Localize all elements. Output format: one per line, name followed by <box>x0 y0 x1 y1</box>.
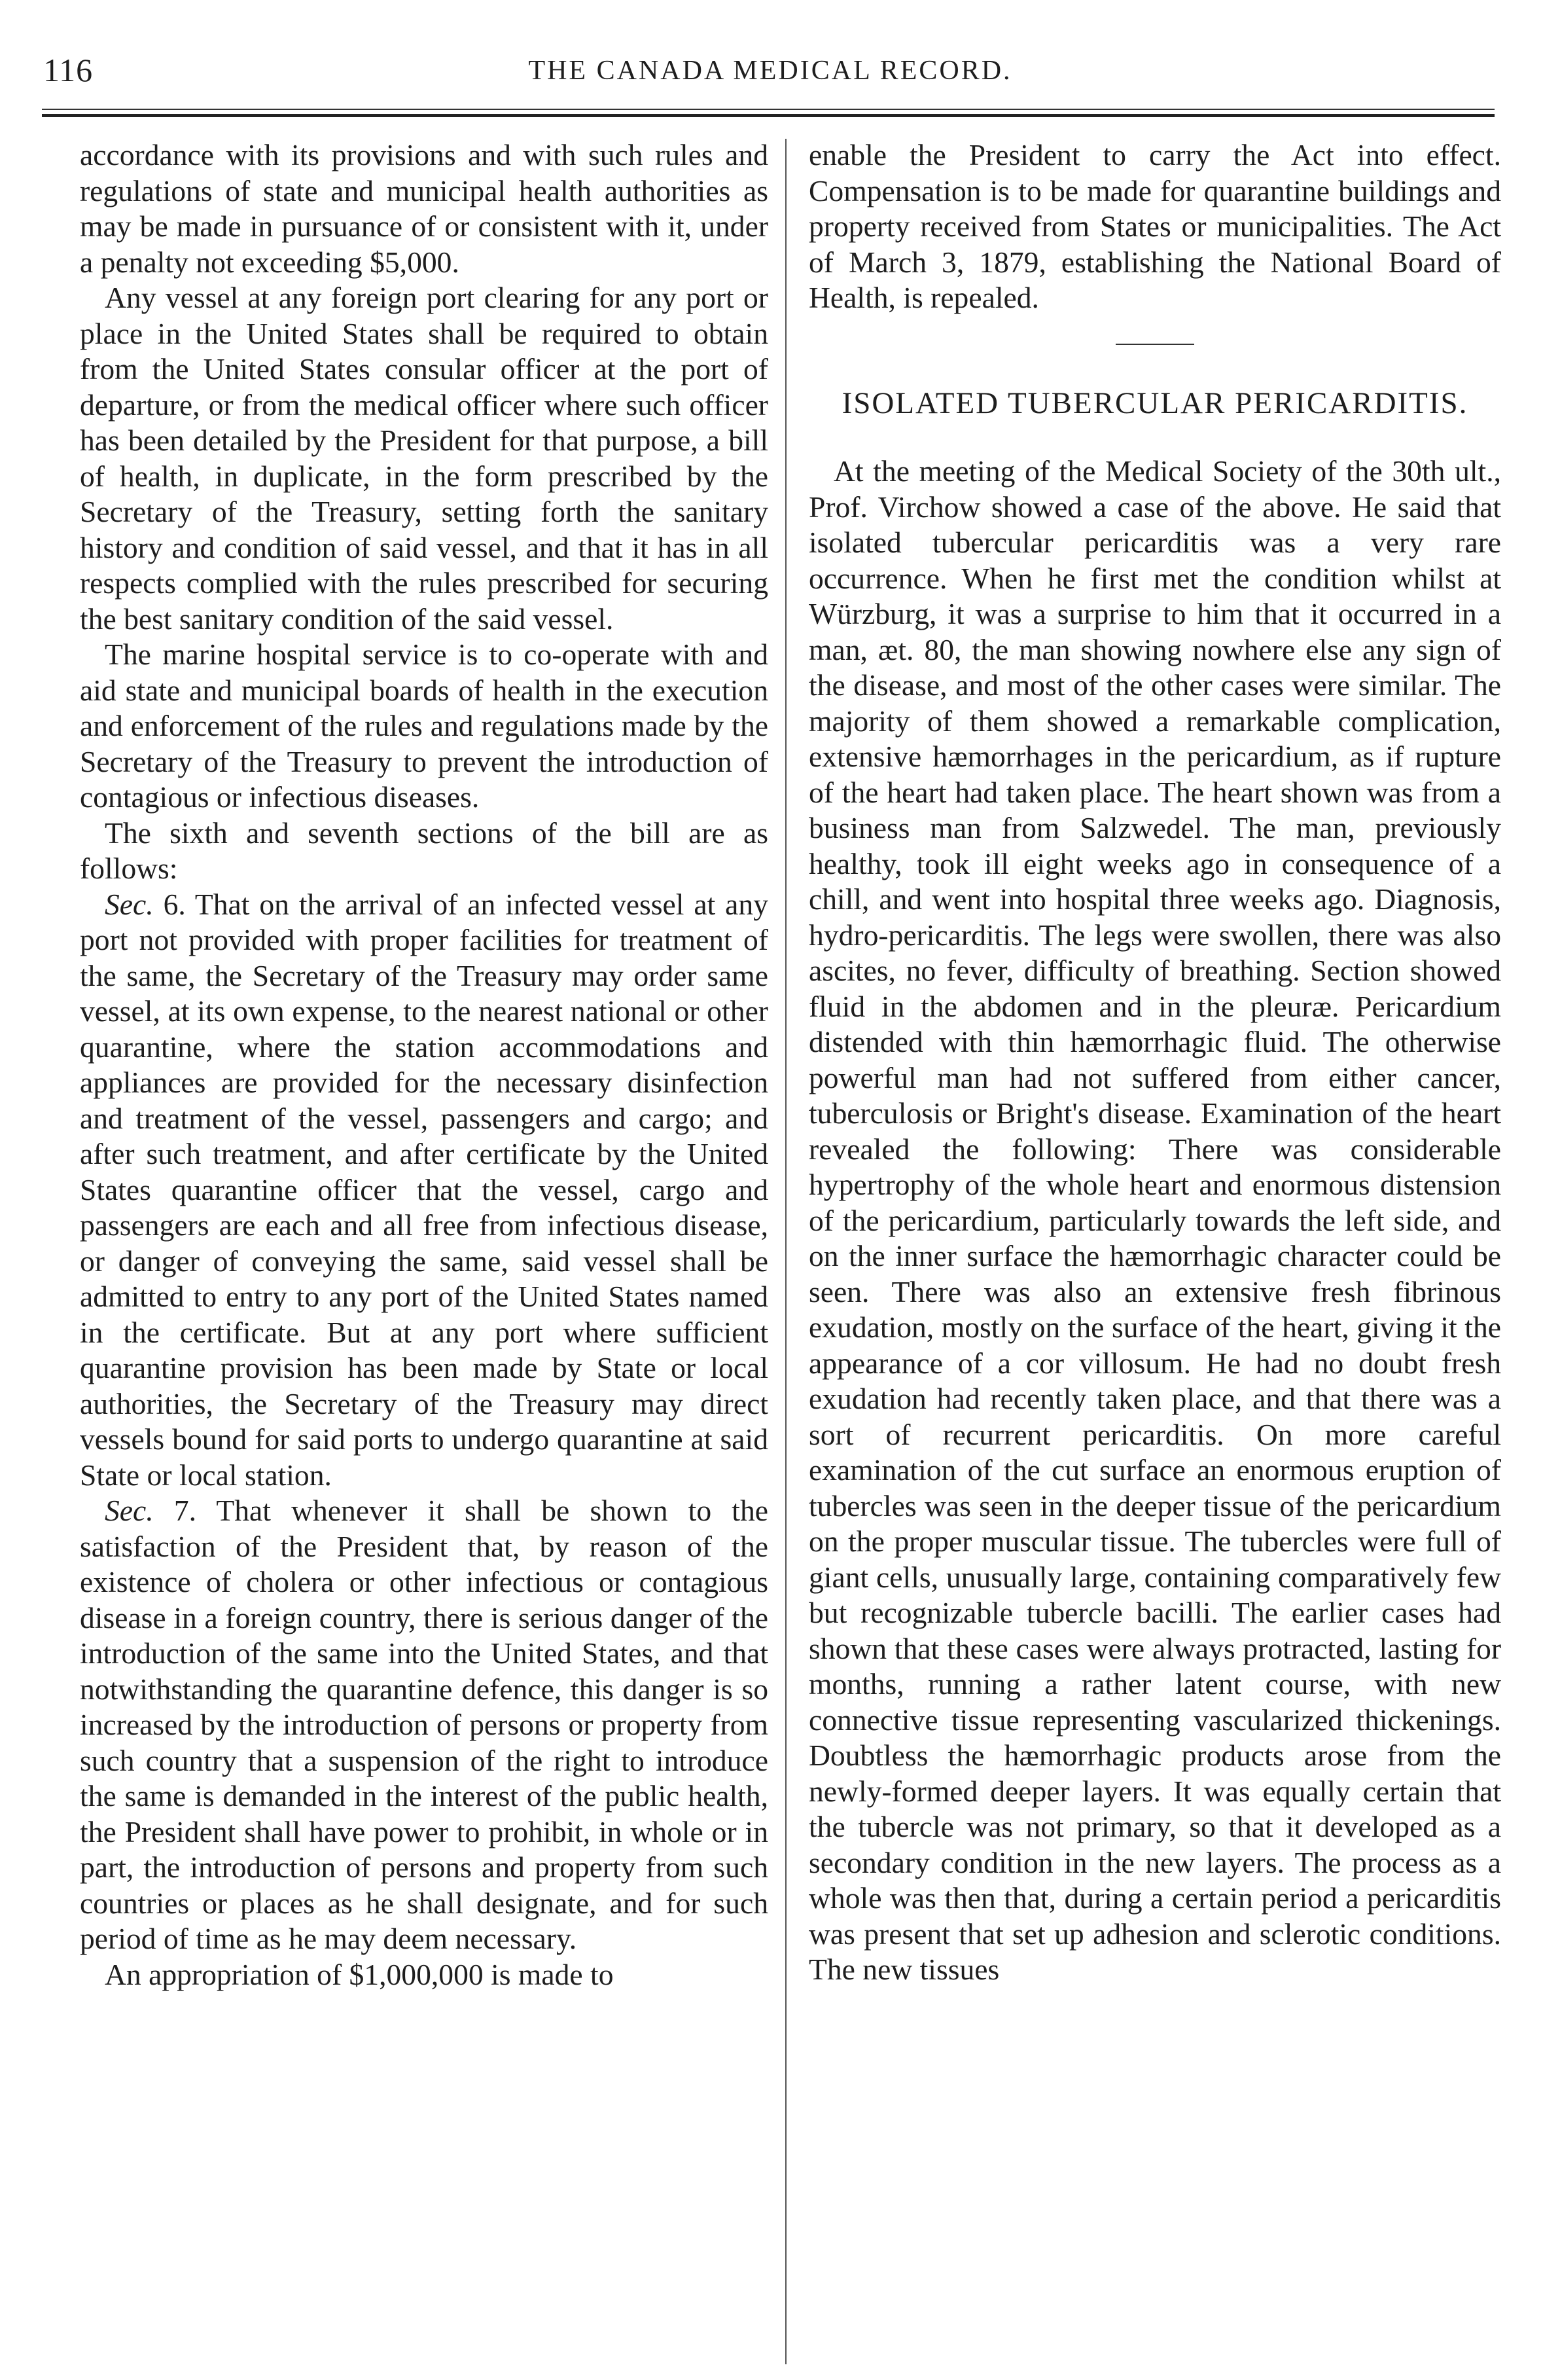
column-divider <box>785 139 787 2364</box>
paragraph-act-continuation: enable the President to carry the Act into effect. Compensation is to be made for quarantine buildings and property received from States or municipalities. The Act of March 3, 1879, establishing the National Board of Health, is repealed. <box>809 138 1501 314</box>
section-7-text: 7. That whenever it shall be shown to the satisfaction of the President that, by reason of the existence of cholera or other infectious or contagious disease in a foreign country, there is serious danger of the introduction of the same into the United States, and that notwithstanding the quarantine defence, this danger is so increased by the introduction of persons or property from such country that a suspension of the right to introduce the same is demanded in the interest of the public health, the President shall have power to prohibit, in whole or in part, the introduction of persons and property from such countries or places as he shall designate, and for such period of time as he may deem necessary. <box>80 1494 768 1955</box>
section-6-text: 6. That on the arrival of an infected vessel at any port not provided with proper facilities for treatment of the same, the Secretary of the Treasury may order same vessel, at its own expense, to the nearest national or other quarantine, where the station accommodations and appliances are provided for the necessary disinfection and treatment of the vessel, passengers and cargo; and after such treatment, and after certificate by the United States quarantine officer that the vessel, cargo and passengers are each and all free from infectious disease, or danger of conveying the same, said vessel shall be admitted to entry to any port of the United States named in the certificate. But at any port where sufficient quarantine provision has been made by State or local authorities, the Secretary of the Treasury may direct vessels bound for said ports to undergo quarantine at said State or local station. <box>80 887 768 1492</box>
page-header <box>41 51 1500 97</box>
paragraph-bill-of-health: Any vessel at any foreign port clearing for any port or place in the United States shall be required to obtain from the United States consular officer at the port of departure, or from the medical officer where such officer has been detailed by the President for that purpose, a bill of health, in duplicate, in the form prescribed by the Secretary of the Treasury, setting forth the sanitary history and condition of said vessel, and that it has in all respects complied with the rules prescribed for securing the best sanitary condition of the said vessel. <box>80 281 768 636</box>
section-7-label: Sec. <box>105 1494 154 1527</box>
section-separator <box>809 324 1501 360</box>
article-body: At the meeting of the Medical Society of the 30th ult., Prof. Virchow showed a case of the above. He said that isolated tubercular pericarditis was a very rare occurrence. When he first met the condition whilst at Würzburg, it was a surprise to him that it occurred in a man, æt. 80, the man showing nowhere else any sign of the disease, and most of the other cases were similar. The majority of them showed a remarkable complication, extensive hæmorrhages in the pericardium, as if rupture of the heart had taken place. The heart shown was from a business man from Salzwedel. The man, previously healthy, took ill eight weeks ago in consequence of a chill, and went into hospital three weeks ago. Diagnosis, hydro-pericarditis. The legs were swollen, there was also ascites, no fever, difficulty of breathing. Section showed fluid in the abdomen and in the pleuræ. Pericardium distended with thin hæmorrhagic fluid. The otherwise powerful man had not suffered from either cancer, tuberculosis or Bright's disease. Examination of the heart revealed the following: There was considerable hypertrophy of the whole heart and enormous distension of the pericardium, particularly towards the left side, and on the inner surface the hæmorrhagic character could be seen. There was also an extensive fresh fibrinous exudation, mostly on the surface of the heart, giving it the appearance of a cor villosum. He had no doubt fresh exudation had recently taken place, and that there was a sort of recurrent pericarditis. On more careful examination of the cut surface an enormous eruption of tubercles was seen in the deeper tissue of the pericardium on the proper muscular tissue. The tubercles were full of giant cells, unusually large, containing comparatively few but recognizable tubercle bacilli. The earlier cases had shown that these cases were always protracted, lasting for months, running a rather latent course, with new connective tissue representing vascularized thickenings. Doubtless the hæmorrhagic products arose from the newly-formed deeper layers. It was equally certain that the tubercle was not primary, so that it developed as a secondary condition in the new layers. The process as a whole was then that, during a certain period a pericarditis was present that set up adhesion and sclerotic conditions. The new tissues <box>809 454 1501 1986</box>
page-number: 116 <box>43 52 94 88</box>
header-rule-thick <box>42 114 1495 117</box>
paragraph-appropriation: An appropriation of $1,000,000 is made to <box>105 1957 614 1991</box>
section-6-label: Sec. <box>105 887 154 921</box>
paragraph-section-6 <box>80 887 768 1494</box>
running-title: THE CANADA MEDICAL RECORD. <box>528 56 1012 86</box>
paragraph-marine-hospital: The marine hospital service is to co-operate with and aid state and municipal boards of health in the execution and enforcement of the rules and regulations made by the Secretary of the Treasury to prevent the introduction of contagious or infectious diseases. <box>80 638 768 814</box>
article-title: ISOLATED TUBERCULAR PERICARDITIS. <box>842 386 1468 420</box>
header-rule-thin <box>42 109 1495 110</box>
left-column <box>80 137 768 1992</box>
paragraph-penalty: accordance with its provisions and with such rules and regulations of state and municipal health authorities as may be made in pursuance of or consistent with it, under a penalty not exceeding $5,000. <box>80 138 768 279</box>
paragraph-sections-intro: The sixth and seventh sections of the bill are as follows: <box>80 816 768 885</box>
paragraph-section-7 <box>80 1493 768 1957</box>
right-column <box>809 137 1501 1988</box>
